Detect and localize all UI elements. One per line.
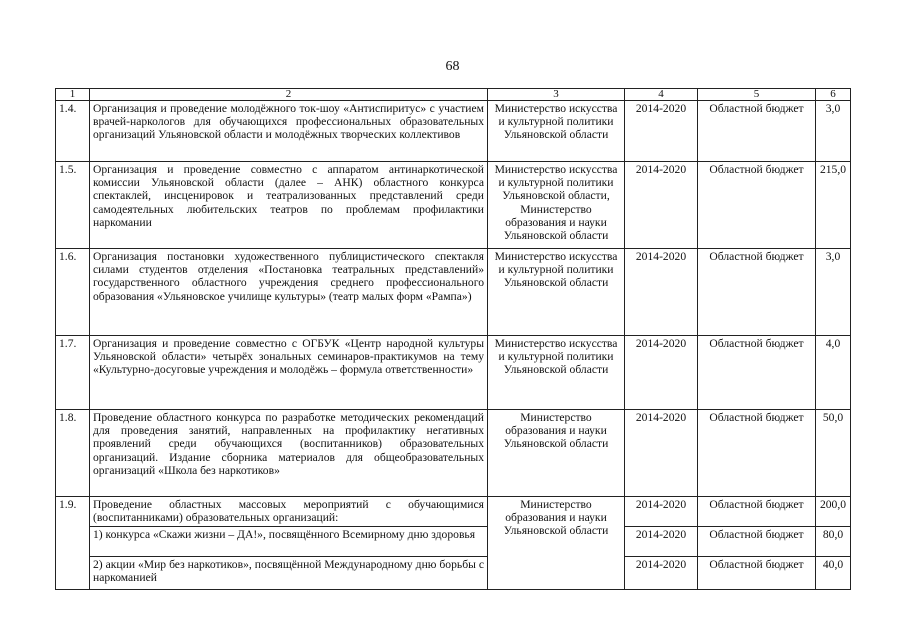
activity-description: Организация и проведение молодёжного ток-шоу «Антиспиритус» с участием врачей-наркологов для обучающихся профессиональных образовательных организаций Ульяновской области и молодёжных творческих коллективов: [90, 101, 488, 162]
funding-amount: 200,0: [816, 497, 851, 527]
funding-source: Областной бюджет: [698, 497, 816, 527]
responsible-agency: Министерство искусства и культурной политики Ульяновской области: [488, 101, 625, 162]
funding-source: Областной бюджет: [698, 410, 816, 497]
table-row: [56, 101, 851, 162]
table-row: [56, 162, 851, 249]
item-number: 1.8.: [56, 410, 90, 497]
period: 2014-2020: [625, 497, 698, 527]
page-number: 68: [445, 59, 460, 74]
period: 2014-2020: [625, 249, 698, 336]
activity-description: Проведение областных массовых мероприятий с обучающимися (воспитанниками) образовательных организаций:: [90, 497, 488, 527]
period: 2014-2020: [625, 101, 698, 162]
column-number-5: 5: [698, 89, 816, 101]
sub-activity-description: 1) конкурса «Скажи жизни – ДА!», посвящённого Всемирному дню здоровья: [90, 527, 488, 557]
activity-description: Организация и проведение совместно с аппаратом антинаркотической комиссии Ульяновской области (далее – АНК) областного конкурса спектаклей, инсценировок и театрализованных представлений среди самодеятельных любительских театров по проблемам профилактики наркомании: [90, 162, 488, 249]
responsible-agency: Министерство образования и науки Ульяновской области: [488, 410, 625, 497]
table-row: [56, 336, 851, 410]
funding-source: Областной бюджет: [698, 336, 816, 410]
period: 2014-2020: [625, 410, 698, 497]
funding-amount: 215,0: [816, 162, 851, 249]
table-row: [56, 497, 851, 527]
item-number: 1.4.: [56, 101, 90, 162]
column-number-6: 6: [816, 89, 851, 101]
period: 2014-2020: [625, 336, 698, 410]
funding-source: Областной бюджет: [698, 249, 816, 336]
funding-amount: 50,0: [816, 410, 851, 497]
responsible-agency: Министерство искусства и культурной политики Ульяновской области: [488, 336, 625, 410]
funding-source: Областной бюджет: [698, 101, 816, 162]
funding-amount: 80,0: [816, 527, 851, 557]
funding-source: Областной бюджет: [698, 162, 816, 249]
activity-description: Проведение областного конкурса по разработке методических рекомендаций для проведения занятий, направленных на профилактику негативных проявлений среди обучающихся (воспитанников) образовательных организаций. Издание сборника материалов для общеобразовательных организаций «Школа без наркотиков»: [90, 410, 488, 497]
column-number-2: 2: [90, 89, 488, 101]
funding-source: Областной бюджет: [698, 557, 816, 590]
activity-description: Организация и проведение совместно с ОГБУК «Центр народной культуры Ульяновской области» четырёх зональных семинаров-практикумов на тему «Культурно-досуговые учреждения и молодёжь – формула ответственности»: [90, 336, 488, 410]
item-number: 1.6.: [56, 249, 90, 336]
funding-amount: 4,0: [816, 336, 851, 410]
responsible-agency: Министерство искусства и культурной политики Ульяновской области: [488, 249, 625, 336]
period: 2014-2020: [625, 557, 698, 590]
funding-amount: 40,0: [816, 557, 851, 590]
item-number: 1.7.: [56, 336, 90, 410]
table-row: [56, 410, 851, 497]
table-header-row: [56, 89, 851, 101]
column-number-1: 1: [56, 89, 90, 101]
table-row: [56, 249, 851, 336]
column-number-4: 4: [625, 89, 698, 101]
responsible-agency: Министерство искусства и культурной политики Ульяновской области, Министерство образования и науки Ульяновской области: [488, 162, 625, 249]
item-number: 1.5.: [56, 162, 90, 249]
item-number: 1.9.: [56, 497, 90, 590]
table-subrow: [56, 527, 851, 557]
funding-amount: 3,0: [816, 249, 851, 336]
funding-source: Областной бюджет: [698, 527, 816, 557]
period: 2014-2020: [625, 162, 698, 249]
activity-description: Организация постановки художественного публицистического спектакля силами студентов отделения «Постановка театральных представлений» государственного областного учреждения среднего профессионального образования «Ульяновское училище культуры» (театр малых форм «Рампа»): [90, 249, 488, 336]
sub-activity-description: 2) акции «Мир без наркотиков», посвящённой Международному дню борьбы с наркоманией: [90, 557, 488, 590]
column-number-3: 3: [488, 89, 625, 101]
table-subrow: [56, 557, 851, 590]
responsible-agency: Министерство образования и науки Ульяновской области: [488, 497, 625, 590]
period: 2014-2020: [625, 527, 698, 557]
funding-amount: 3,0: [816, 101, 851, 162]
program-activities-table: [55, 88, 851, 590]
